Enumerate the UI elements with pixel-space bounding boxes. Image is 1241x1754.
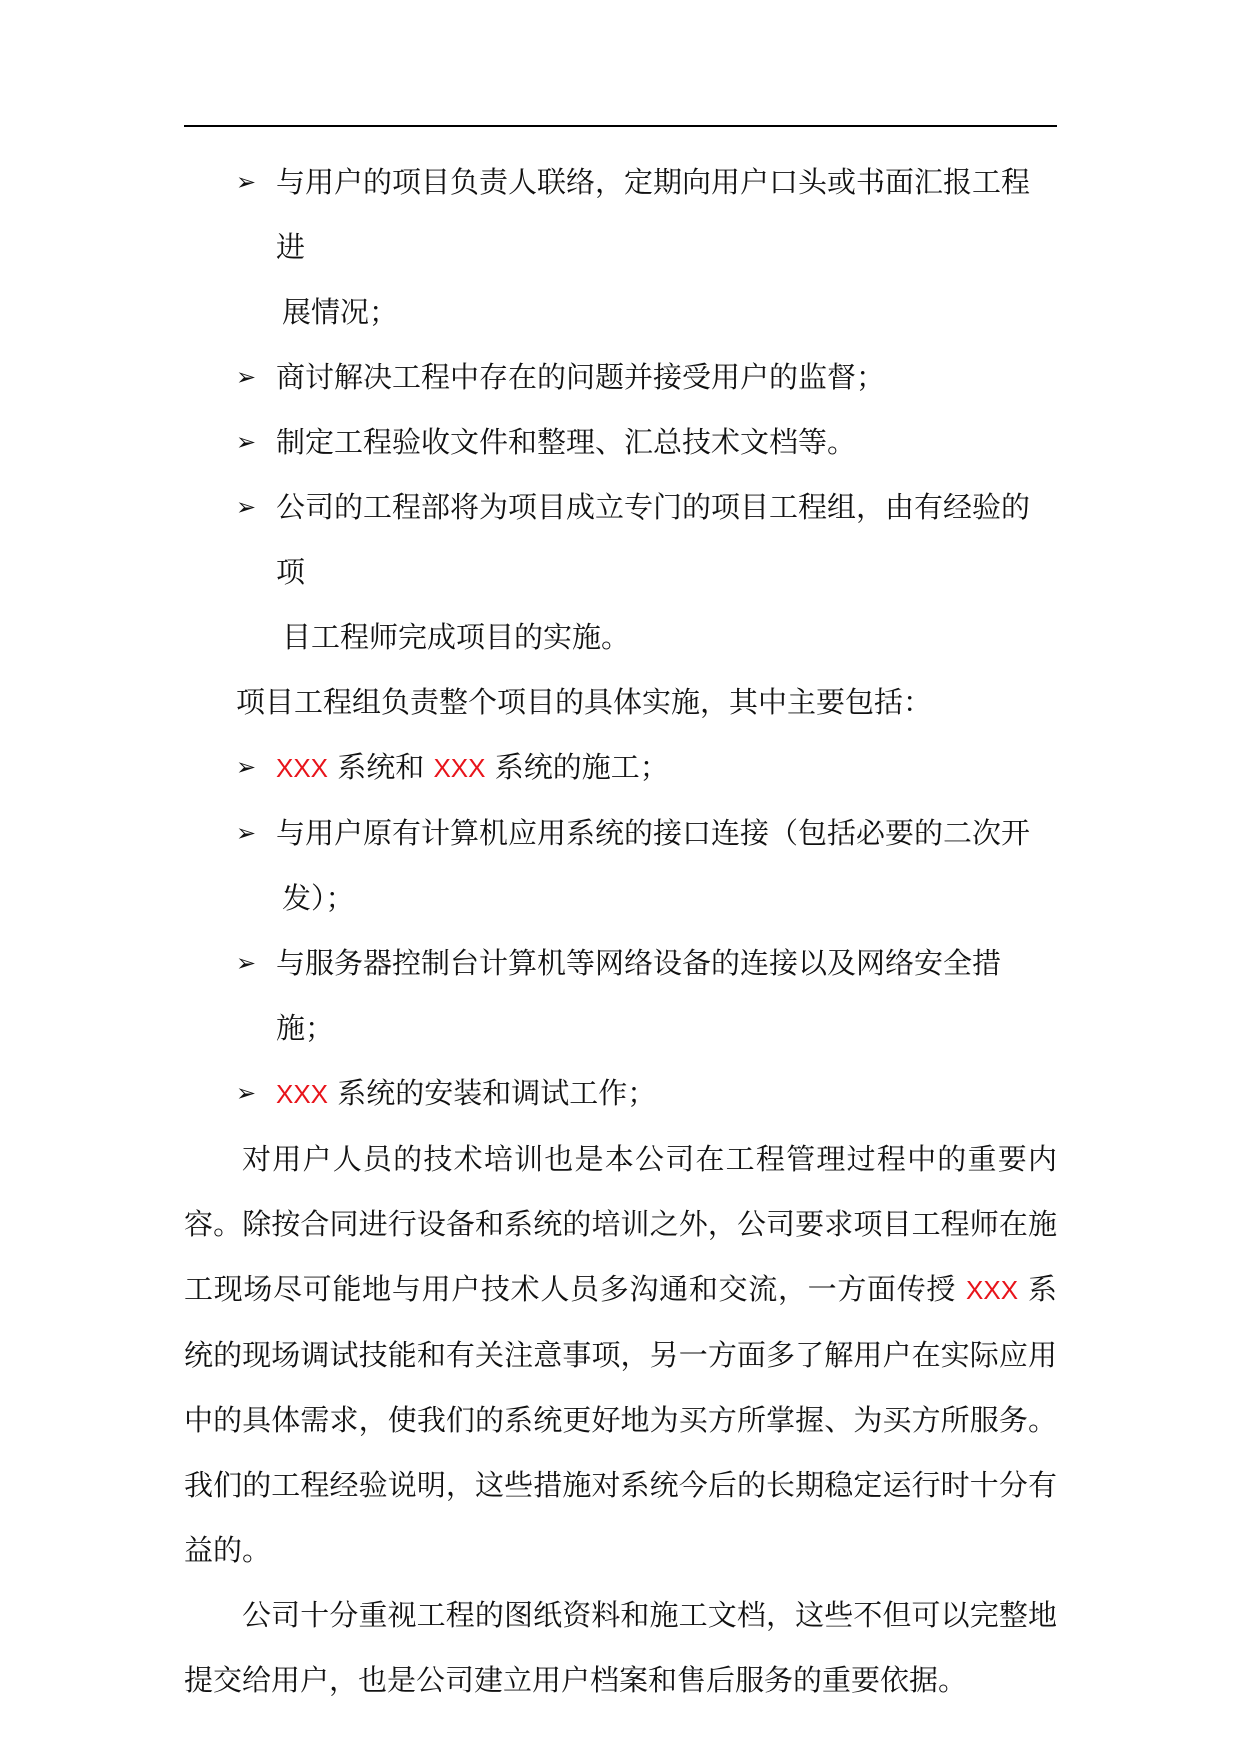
arrow-bullet-icon: ➢	[236, 1079, 257, 1107]
list-item	[184, 801, 1057, 931]
placeholder-xxx: XXX	[276, 753, 329, 783]
intro-line: 项目工程组负责整个项目的具体实施，其中主要包括：	[236, 685, 933, 719]
list-item-text: 与用户原有计算机应用系统的接口连接（包括必要的二次开 发）；	[276, 816, 1031, 915]
arrow-bullet-icon: ➢	[236, 428, 257, 456]
list-item-text: 商讨解决工程中存在的问题并接受用户的监督；	[276, 360, 886, 394]
arrow-bullet-icon: ➢	[236, 949, 257, 977]
list-item	[184, 735, 1057, 801]
list-item-text: 公司的工程部将为项目成立专门的项目工程组，由有经验的项 目工程师完成项目的实施。	[276, 490, 1031, 654]
list-item-text: XXX 系统和 XXX 系统的施工；	[276, 750, 669, 784]
placeholder-xxx: XXX	[966, 1275, 1019, 1305]
list-item-text: 制定工程验收文件和整理、汇总技术文档等。	[276, 425, 857, 459]
arrow-bullet-icon: ➢	[236, 753, 257, 781]
arrow-bullet-icon: ➢	[236, 493, 257, 521]
list-item-text: 与服务器控制台计算机等网络设备的连接以及网络安全措施；	[276, 946, 1002, 1045]
paragraph-documents: 公司十分重视工程的图纸资料和施工文档，这些不但可以完整地提交给用户，也是公司建立用户档案和售后服务的重要依据。	[184, 1598, 1057, 1697]
list-item-text: XXX 系统的安装和调试工作；	[276, 1076, 657, 1110]
list-item	[184, 931, 1057, 1061]
arrow-bullet-icon: ➢	[236, 819, 257, 847]
list-item	[184, 150, 1057, 345]
arrow-bullet-icon: ➢	[236, 168, 257, 196]
placeholder-xxx: XXX	[433, 753, 486, 783]
list-item-text: 与用户的项目负责人联络，定期向用户口头或书面汇报工程进 展情况；	[276, 165, 1031, 329]
placeholder-xxx: XXX	[276, 1079, 329, 1109]
list-item	[184, 475, 1057, 670]
header-rule	[184, 125, 1057, 127]
paragraph-training: 对用户人员的技术培训也是本公司在工程管理过程中的重要内容。除按合同进行设备和系统的培训之外，公司要求项目工程师在施工现场尽可能地与用户技术人员多沟通和交流，一方面传授 XXX 系统的现场调试技能和有关注意事项，另一方面多了解用户在实际应用中的具体需求，使我们的系统更好地为买方所掌握、为买方所服务。我们的工程经验说明，这些措施对系统今后的长期稳定运行时十分有益的。	[184, 1142, 1057, 1567]
list-item	[184, 345, 1057, 410]
list-item	[184, 410, 1057, 475]
document-body	[184, 150, 1057, 1713]
arrow-bullet-icon: ➢	[236, 363, 257, 391]
list-item	[184, 1061, 1057, 1127]
